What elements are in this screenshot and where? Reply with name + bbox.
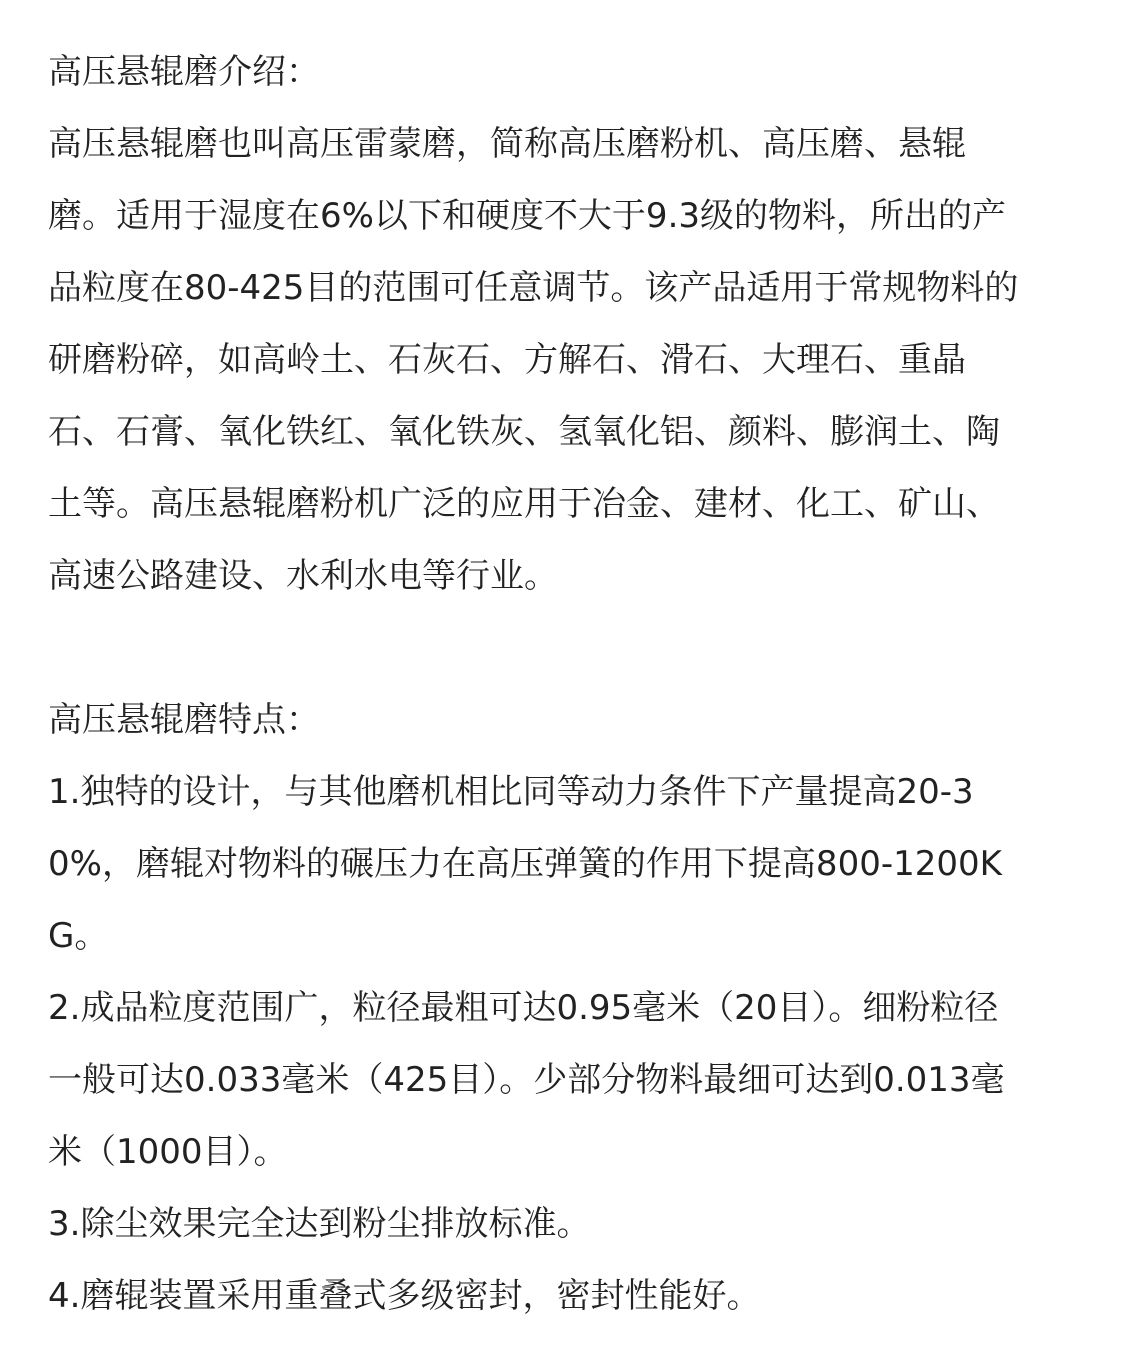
intro-heading: 高压悬辊磨介绍： — [48, 52, 320, 92]
feature-line: 3.除尘效果完全达到粉尘排放标准。 — [48, 1204, 591, 1244]
intro-paragraph-line: 石、石膏、氧化铁红、氧化铁灰、氢氧化铝、颜料、膨润土、陶 — [48, 412, 1000, 452]
feature-line: 1.独特的设计，与其他磨机相比同等动力条件下产量提高20-3 — [48, 772, 974, 812]
feature-item-3 — [48, 1188, 1078, 1260]
intro-paragraph-line: 研磨粉碎，如高岭土、石灰石、方解石、滑石、大理石、重晶 — [48, 340, 966, 380]
intro-paragraph-line: 高压悬辊磨也叫高压雷蒙磨，简称高压磨粉机、高压磨、悬辊 — [48, 124, 966, 164]
feature-line: 2.成品粒度范围广，粒径最粗可达0.95毫米（20目）。细粉粒径 — [48, 988, 999, 1028]
article-body — [48, 36, 1078, 1332]
feature-line: 一般可达0.033毫米（425目）。少部分物料最细可达到0.013毫 — [48, 1060, 1005, 1100]
feature-item-1 — [48, 756, 1078, 972]
feature-item-2 — [48, 972, 1078, 1188]
feature-item-4 — [48, 1260, 1078, 1332]
feature-line: G。 — [48, 916, 109, 956]
feature-line: 米（1000目）。 — [48, 1132, 288, 1172]
intro-paragraph-line: 磨。适用于湿度在6%以下和硬度不大于9.3级的物料，所出的产 — [48, 196, 1007, 236]
intro-paragraph-line: 高速公路建设、水利水电等行业。 — [48, 556, 558, 596]
features-heading: 高压悬辊磨特点： — [48, 700, 320, 740]
intro-paragraph-line: 品粒度在80-425目的范围可任意调节。该产品适用于常规物料的 — [48, 268, 1019, 308]
section-spacer — [48, 612, 1078, 684]
feature-line: 4.磨辊装置采用重叠式多级密封，密封性能好。 — [48, 1276, 761, 1316]
intro-paragraph-line: 土等。高压悬辊磨粉机广泛的应用于冶金、建材、化工、矿山、 — [48, 484, 1000, 524]
feature-line: 0%，磨辊对物料的碾压力在高压弹簧的作用下提高800-1200K — [48, 844, 1002, 884]
